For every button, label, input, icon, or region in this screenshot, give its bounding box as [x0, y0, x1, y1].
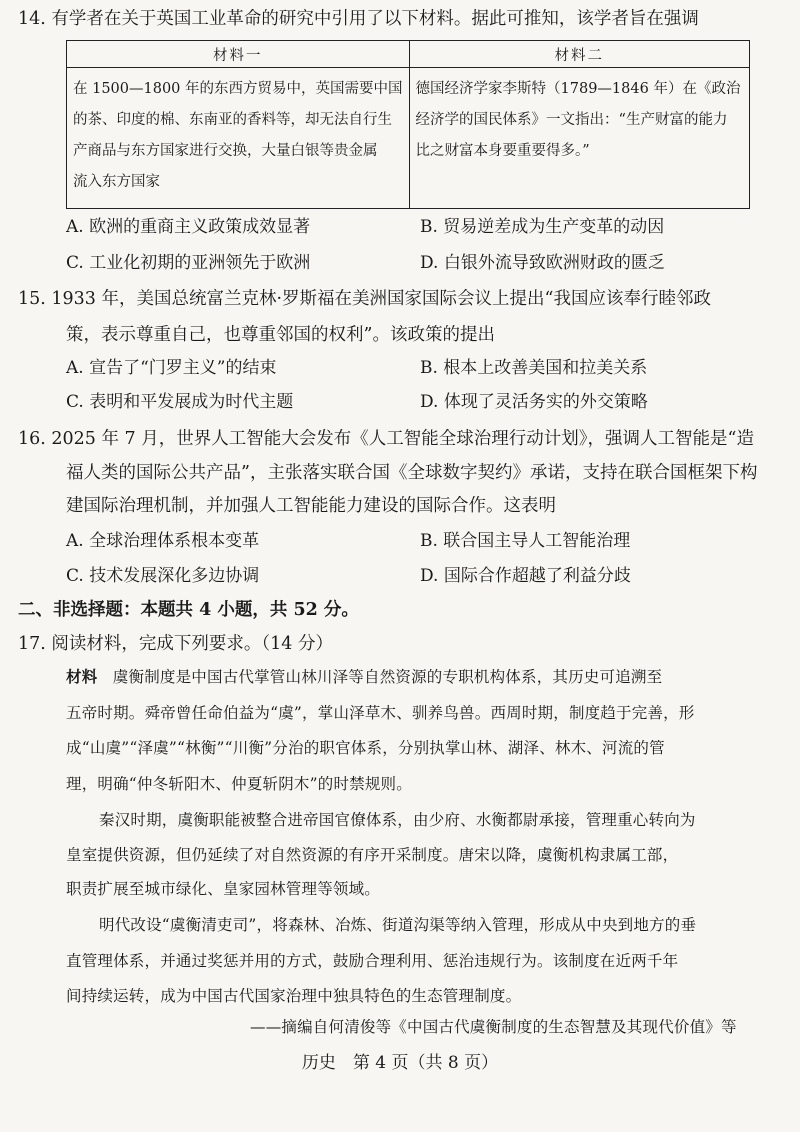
q15-option-a: A. 宣告了“门罗主义”的结束: [66, 358, 277, 378]
q17-material-line: 明代改设“虞衡清吏司”，将森林、冶炼、街道沟渠等纳入管理，形成从中央到地方的垂: [99, 916, 697, 934]
q14-option-a: A. 欧洲的重商主义政策成效显著: [66, 217, 311, 237]
q17-stem: 17. 阅读材料，完成下列要求。（14 分）: [18, 634, 333, 654]
q17-material-label: 材料: [66, 667, 98, 686]
material-1-header: 材料一: [67, 41, 410, 68]
q15-stem-line1: 15. 1933 年，美国总统富兰克林·罗斯福在美洲国家国际会议上提出“我国应该奉行睦邻政: [18, 289, 711, 309]
q14-option-c: C. 工业化初期的亚洲领先于欧洲: [66, 253, 311, 273]
q16-option-b: B. 联合国主导人工智能治理: [420, 531, 631, 551]
material-2-line: 德国经济学家李斯特（1789—1846 年）在《政治: [415, 81, 741, 97]
q14-option-d: D. 白银外流导致欧洲财政的匮乏: [420, 253, 665, 273]
q17-material-line: 秦汉时期，虞衡职能被整合进帝国官僚体系，由少府、水衡都尉承接，管理重心转向为: [99, 811, 696, 829]
material-2-line: 经济学的国民体系》一文指出：“生产财富的能力: [415, 112, 728, 128]
q17-material-line: 五帝时期。舜帝曾任命伯益为“虞”，掌山泽草木、驯养鸟兽。西周时期，制度趋于完善，形: [66, 704, 695, 722]
q17-material-line: [66, 666, 662, 688]
q15-option-d: D. 体现了灵活务实的外交策略: [420, 392, 648, 412]
material-1-line: 产商品与东方国家进行交换，大量白银等贵金属: [73, 143, 378, 159]
q15-option-b: B. 根本上改善美国和拉美关系: [420, 358, 648, 378]
q17-material-text: 虞衡制度是中国古代掌管山林川泽等自然资源的专职机构体系，其历史可追溯至: [112, 668, 663, 686]
q14-material-table: [66, 40, 750, 209]
q17-material-line: 间持续运转，成为中国古代国家治理中独具特色的生态管理制度。: [66, 987, 522, 1005]
material-1-cell: [67, 68, 410, 209]
q16-stem-line1: 16. 2025 年 7 月，世界人工智能大会发布《人工智能全球治理行动计划》，强调人工智能是“造: [18, 429, 754, 449]
q17-source: ——摘编自何清俊等《中国古代虞衡制度的生态智慧及其现代价值》等: [250, 1018, 737, 1036]
page-footer: 历史 第 4 页（共 8 页）: [301, 1053, 499, 1073]
material-1-line: 流入东方国家: [73, 174, 160, 190]
section-2-heading: 二、非选择题：本题共 4 小题，共 52 分。: [18, 600, 359, 620]
q16-stem-line2: 福人类的国际公共产品”，主张落实联合国《全球数字契约》承诺，支持在联合国框架下构: [66, 463, 758, 483]
material-2-header: 材料二: [409, 41, 749, 68]
q16-stem-line3: 建国际治理机制，并加强人工智能能力建设的国际合作。这表明: [66, 496, 556, 516]
q14-option-b: B. 贸易逆差成为生产变革的动因: [420, 217, 665, 237]
q15-option-c: C. 表明和平发展成为时代主题: [66, 392, 294, 412]
q16-option-d: D. 国际合作超越了利益分歧: [420, 566, 631, 586]
material-2-cell: [409, 68, 749, 209]
q17-material-line: 理，明确“仲冬斩阳木、仲夏斩阴木”的时禁规则。: [66, 775, 412, 793]
q15-stem-line2: 策，表示尊重自己，也尊重邻国的权利”。该政策的提出: [66, 325, 495, 345]
q17-material-line: 成“山虞”“泽虞”“林衡”“川衡”分治的职官体系，分别执掌山林、湖泽、林木、河流的管: [66, 739, 665, 757]
q17-material-line: 职责扩展至城市绿化、皇家园林管理等领域。: [66, 880, 381, 898]
q14-stem: 14. 有学者在关于英国工业革命的研究中引用了以下材料。据此可推知，该学者旨在强调: [18, 9, 699, 29]
q16-option-c: C. 技术发展深化多边协调: [66, 566, 260, 586]
q17-material-line: 直管理体系，并通过奖惩并用的方式，鼓励合理利用、惩治违规行为。该制度在近两千年: [66, 952, 679, 970]
q17-material-line: 皇室提供资源，但仍延续了对自然资源的有序开采制度。唐宋以降，虞衡机构隶属工部，: [66, 846, 679, 864]
material-1-line: 的茶、印度的棉、东南亚的香料等，却无法自行生: [73, 112, 392, 128]
material-2-line: 比之财富本身要重要得多。”: [415, 143, 590, 159]
q16-option-a: A. 全球治理体系根本变革: [66, 531, 260, 551]
material-1-line: 在 1500—1800 年的东西方贸易中，英国需要中国: [73, 81, 403, 97]
